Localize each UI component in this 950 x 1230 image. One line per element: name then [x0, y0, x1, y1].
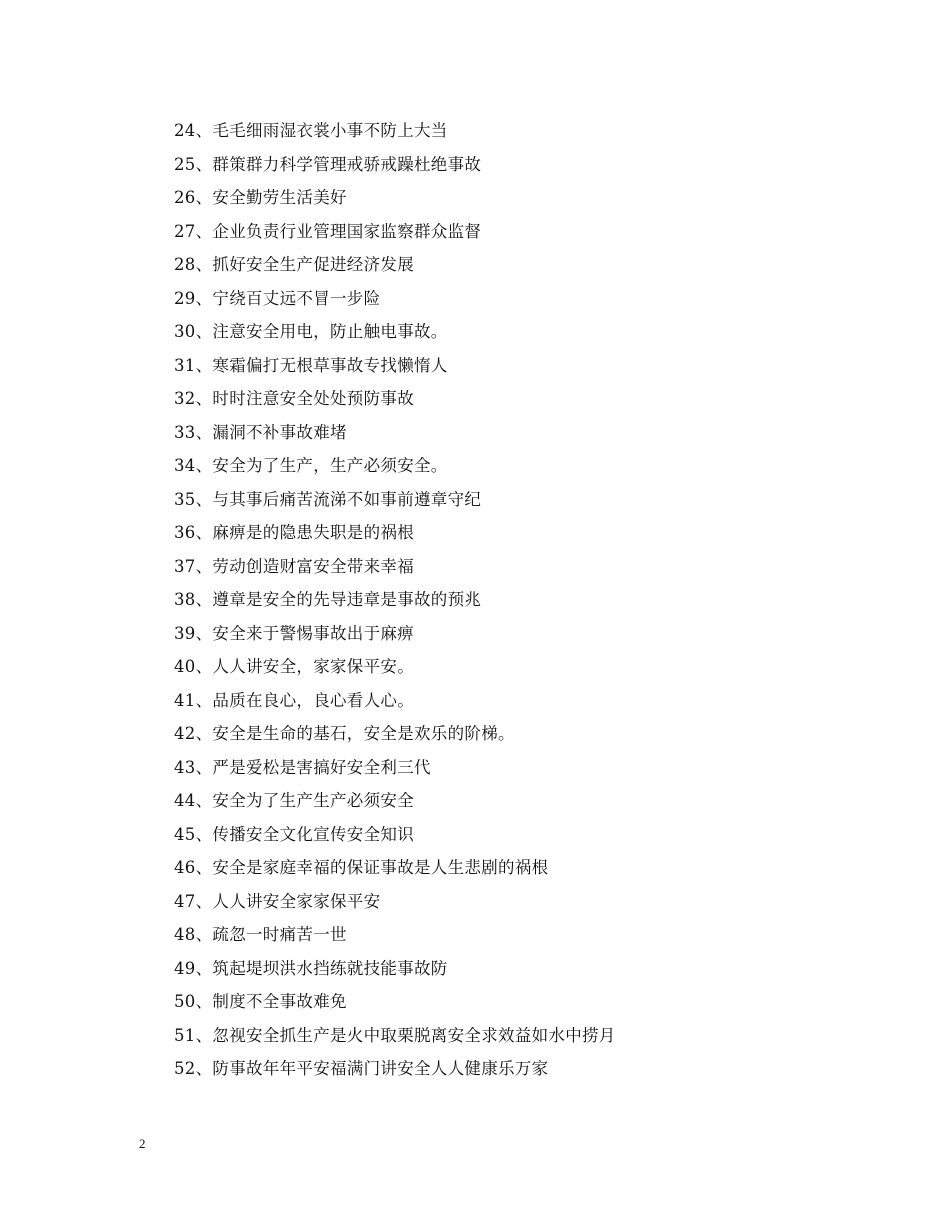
list-item: 27、企业负责行业管理国家监察群众监督	[174, 221, 482, 241]
list-item: 24、毛毛细雨湿衣裳小事不防上大当	[174, 121, 448, 140]
list-item: 48、疏忽一时痛苦一世	[174, 925, 347, 944]
list-item: 37、劳动创造财富安全带来幸福	[174, 556, 414, 576]
list-item: 51、忽视安全抓生产是火中取栗脱离安全求效益如水中捞月	[174, 1025, 616, 1045]
list-item: 30、注意安全用电，防止触电事故。	[174, 322, 448, 341]
list-item: 52、防事故年年平安福满门讲安全人人健康乐万家	[174, 1059, 549, 1078]
page-number: 2	[139, 1136, 146, 1151]
list-item: 44、安全为了生产生产必须安全	[174, 791, 414, 810]
list-item: 45、传播安全文化宣传安全知识	[174, 824, 414, 844]
list-item: 31、寒霜偏打无根草事故专找懒惰人	[174, 355, 448, 375]
list-item: 35、与其事后痛苦流涕不如事前遵章守纪	[174, 489, 482, 509]
list-item: 38、遵章是安全的先导违章是事故的预兆	[174, 590, 482, 609]
list-item: 29、宁绕百丈远不冒一步险	[174, 288, 381, 308]
list-item: 40、人人讲安全，家家保平安。	[174, 657, 414, 676]
list-item: 33、漏洞不补事故难堵	[174, 422, 347, 442]
list-item: 42、安全是生命的基石，安全是欢乐的阶梯。	[174, 724, 515, 743]
list-item: 26、安全勤劳生活美好	[174, 188, 347, 207]
list-item: 50、制度不全事故难免	[174, 992, 347, 1011]
list-item: 25、群策群力科学管理戒骄戒躁杜绝事故	[174, 154, 482, 174]
list-item: 34、安全为了生产，生产必须安全。	[174, 456, 448, 475]
slogan-list	[174, 118, 616, 1090]
list-item: 46、安全是家庭幸福的保证事故是人生悲剧的祸根	[174, 858, 549, 877]
list-item: 41、品质在良心，良心看人心。	[174, 690, 414, 710]
list-item: 28、抓好安全生产促进经济发展	[174, 255, 414, 274]
list-item: 43、严是爱松是害搞好安全利三代	[174, 757, 431, 777]
list-item: 47、人人讲安全家家保平安	[174, 891, 381, 911]
list-item: 32、时时注意安全处处预防事故	[174, 389, 414, 408]
list-item: 36、麻痹是的隐患失职是的祸根	[174, 523, 414, 542]
list-item: 49、筑起堤坝洪水挡练就技能事故防	[174, 958, 448, 978]
list-item: 39、安全来于警惕事故出于麻痹	[174, 623, 414, 643]
